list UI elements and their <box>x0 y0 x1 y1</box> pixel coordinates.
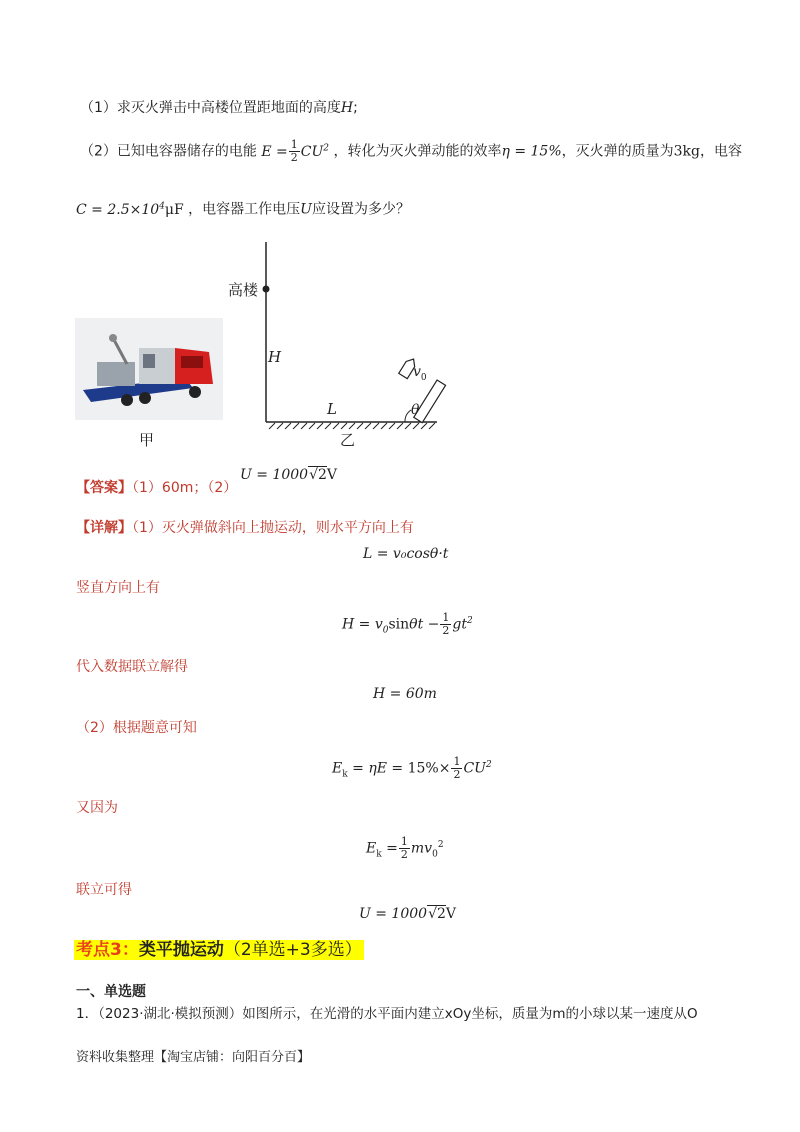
question-part2-cont: $C = 2.5\times 10^4\mu F$ ，电容器工作电压U应设置为多少？ <box>76 201 410 218</box>
detail-line1: 【详解】（1）灭火弹做斜向上抛运动，则水平方向上有 <box>76 520 414 536</box>
mass-value: 3kg <box>673 143 700 160</box>
label-jia: 甲 <box>139 431 155 449</box>
section-heading: 考点3：类平抛运动（2单选+3多选） <box>76 940 362 960</box>
eq-result-H: H = 60m <box>373 686 437 702</box>
answer-line: 【答案】（1）60m；（2） <box>76 480 238 496</box>
problem-1: 1．（2023·湖北·模拟预测）如图所示，在光滑的水平面内建立xOy坐标，质量为m的小球以某一速度从O <box>76 1006 698 1022</box>
label-L: L <box>327 400 337 418</box>
impact-point <box>263 286 270 293</box>
question-part2: （2）已知电容器储存的电能 E = $\frac{1}{2}$ $CU^2$ ，转化为灭火弹动能的效率η = 15%，灭火弹的质量为3kg，电容 <box>80 138 742 165</box>
eq-kinetic-2: $E_k$ = $\frac{1}{2}$ $mv_0^2$ <box>366 835 444 861</box>
detail-line2: 竖直方向上有 <box>76 580 160 596</box>
label-v0: $v_0$ <box>413 364 427 383</box>
energy-formula: E = $\frac{1}{2}$ $CU^2$ <box>261 138 330 165</box>
capacitance-formula: $C = 2.5\times 10^4\mu F$ <box>76 201 184 218</box>
eq-result-U: U = 1000√2V <box>359 906 457 922</box>
eq-vertical: $H = v_0\sin\theta t$ − $\frac{1}{2}$ $gt^2$ <box>342 611 473 637</box>
fire-truck-icon <box>75 318 223 420</box>
fire-truck-photo <box>75 318 223 420</box>
detail-line3: 代入数据联立解得 <box>76 659 188 675</box>
eq-horizontal: L = v₀cosθ·t <box>363 546 449 562</box>
question-part1: （1）求灭火弹击中高楼位置距地面的高度H; <box>80 100 358 116</box>
label-yi: 乙 <box>340 431 356 449</box>
detail-line5: 又因为 <box>76 800 118 816</box>
efficiency: η = 15% <box>501 143 562 160</box>
label-H: H <box>268 348 282 366</box>
label-building: 高楼 <box>228 281 259 299</box>
subheading-single-choice: 一、单选题 <box>76 984 146 1000</box>
label-theta: θ <box>411 402 420 418</box>
answer-formula: U = 1000√2V <box>240 467 338 483</box>
footer-source: 资料收集整理【淘宝店铺：向阳百分百】 <box>76 1050 311 1065</box>
eq-kinetic-1: $E_k = \eta E = 15\%\times$ $\frac{1}{2}$ $CU^2$ <box>332 755 492 781</box>
detail-line6: 联立可得 <box>76 882 132 898</box>
detail-line4: （2）根据题意可知 <box>76 720 197 736</box>
var-H: H <box>340 100 354 116</box>
